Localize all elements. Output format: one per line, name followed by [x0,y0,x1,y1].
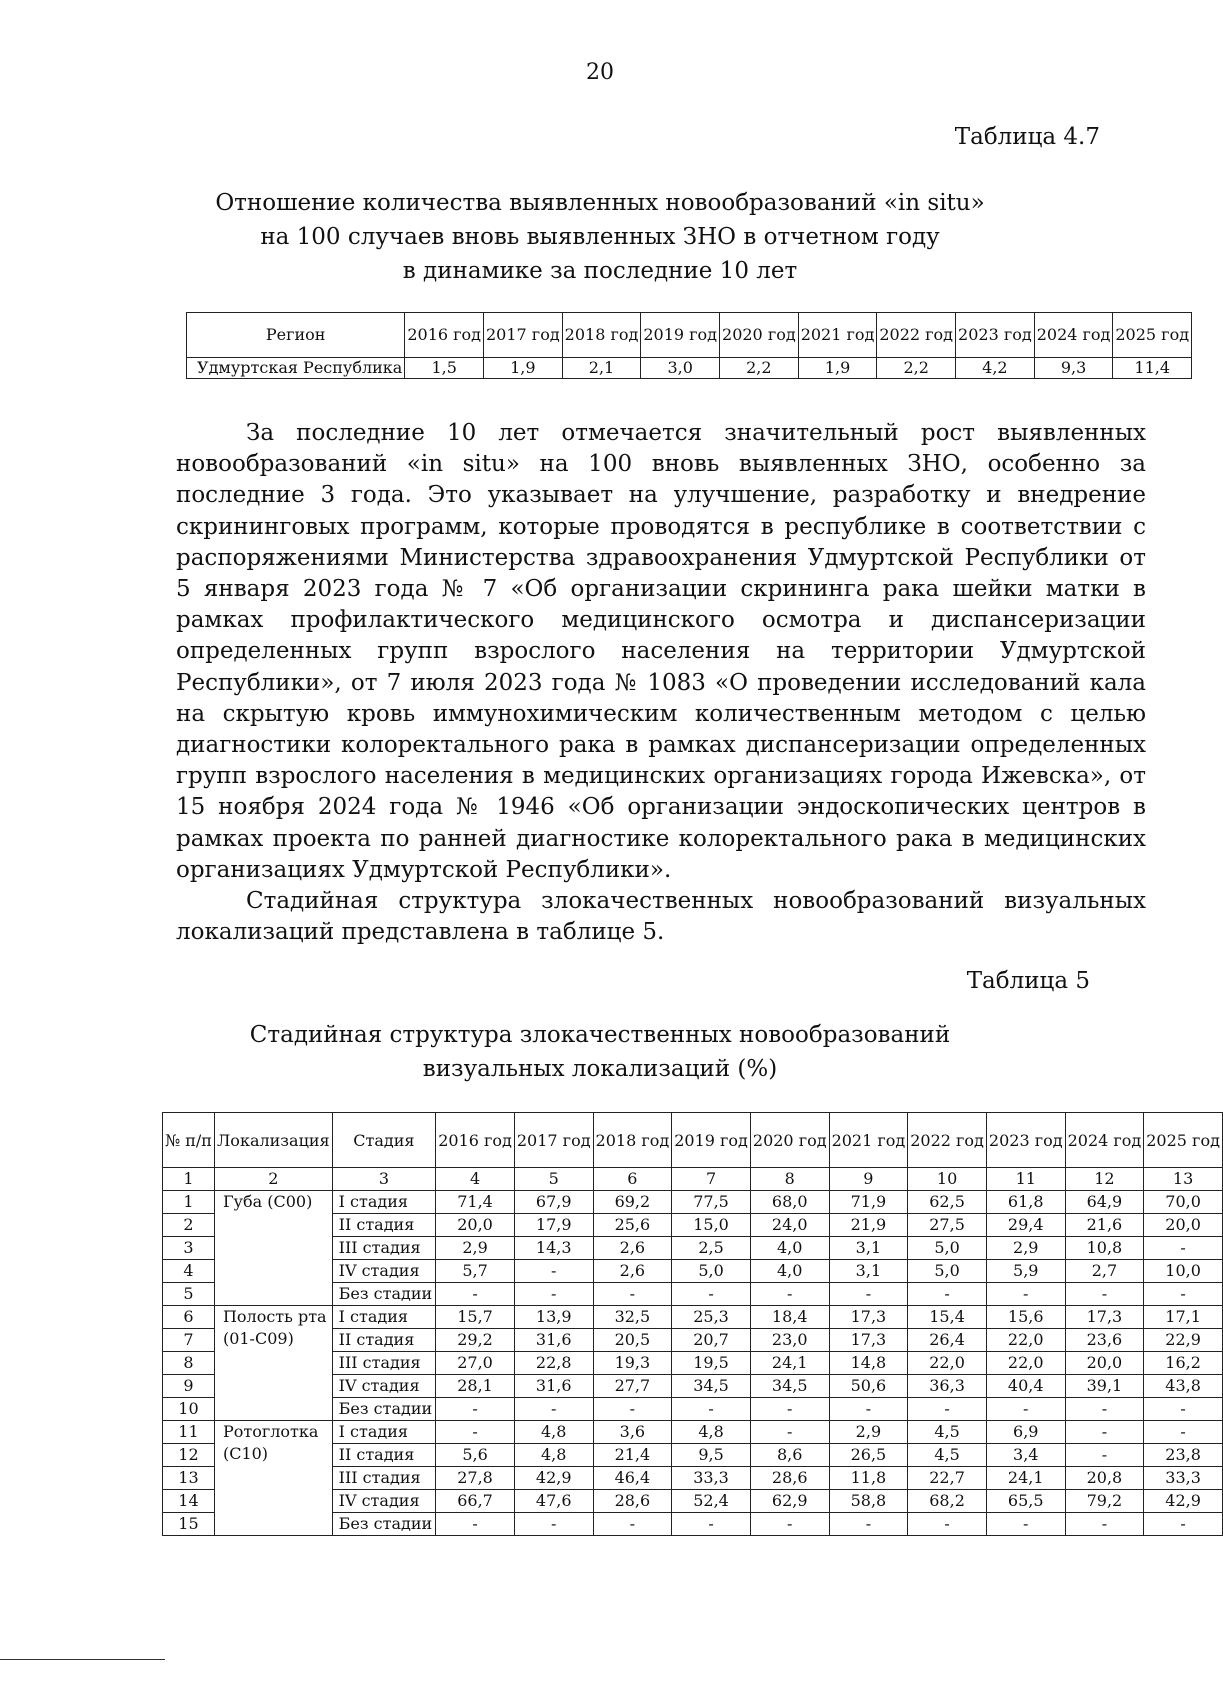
year-header: 2020 год [720,313,799,358]
paragraph: За последние 10 лет отмечается значительный рост выявленных новообразований «in situ» на 100 вновь выявленных ЗНО, особенно за последние 3 года. Это указывает на улучшение, разработку и внедрение скрининговых программ, которые проводятся в республике в соответствии с распоряжениями Министерства здравоохранения Удмуртской Республики от 5 января 2023 года № 7 «Об организации скрининга рака шейки матки в рамках профилактического медицинского осмотра и диспансеризации определенных групп взрослого населения на территории Удмуртской Республики», от 7 июля 2023 года № 1083 «О проведении исследований кала на скрытую кровь иммунохимическим количественным методом с целью диагностики колоректального рака в рамках диспансеризации определенных групп взрослого населения в медицинских организациях города Ижевска», от 15 ноября 2024 года № 1946 «Об организации эндоскопических центров в рамках проекта по ранней диагностике колоректального рака в медицинских организациях Удмуртской Республики». [176,420,1146,883]
value-cell: 10,8 [1065,1237,1144,1260]
title-line: Стадийная структура злокачественных новообразований [249,1022,951,1048]
value-cell: 68,0 [750,1191,829,1214]
value-cell: - [593,1513,672,1536]
region-header: Регион [187,313,405,358]
value-cell: - [1065,1421,1144,1444]
value-cell: - [514,1513,593,1536]
value-cell: 2,7 [1065,1260,1144,1283]
value-cell: 4,5 [908,1444,987,1467]
value-cell: 29,4 [986,1214,1065,1237]
row-number: 1 [163,1191,215,1214]
value-cell: 4,8 [514,1444,593,1467]
localization-cell: Полость рта (01-С09) [214,1306,332,1421]
value-cell: - [829,1513,908,1536]
value-cell: 3,4 [986,1444,1065,1467]
value-cell: - [436,1421,515,1444]
value-cell: 46,4 [593,1467,672,1490]
value-cell: 31,6 [514,1329,593,1352]
stage-cell: II стадия [332,1329,436,1352]
value-cell: 11,4 [1113,358,1192,379]
year-header: 2021 год [798,313,877,358]
value-cell: 16,2 [1144,1352,1223,1375]
value-cell: 26,4 [908,1329,987,1352]
value-cell: - [436,1513,515,1536]
value-cell: 40,4 [986,1375,1065,1398]
value-cell: 5,0 [908,1237,987,1260]
value-cell: 26,5 [829,1444,908,1467]
value-cell: - [593,1398,672,1421]
value-cell: 34,5 [672,1375,751,1398]
value-cell: 71,9 [829,1191,908,1214]
year-header: 2025 год [1144,1113,1223,1168]
title-line: Отношение количества выявленных новообразований «in situ» [215,190,985,216]
value-cell: - [593,1283,672,1306]
value-cell: 2,6 [593,1260,672,1283]
title-line: на 100 случаев вновь выявленных ЗНО в отчетном году [260,224,940,250]
value-cell: - [514,1260,593,1283]
value-cell: 62,5 [908,1191,987,1214]
value-cell: 71,4 [436,1191,515,1214]
value-cell: 3,1 [829,1260,908,1283]
value-cell: - [1065,1283,1144,1306]
value-cell: 42,9 [1144,1490,1223,1513]
table-row [163,1191,1223,1214]
value-cell: 19,3 [593,1352,672,1375]
row-number: 11 [163,1421,215,1444]
value-cell: 22,9 [1144,1329,1223,1352]
value-cell: 25,6 [593,1214,672,1237]
value-cell: 15,6 [986,1306,1065,1329]
value-cell: 62,9 [750,1490,829,1513]
value-cell: 61,8 [986,1191,1065,1214]
value-cell: - [672,1513,751,1536]
value-cell: 77,5 [672,1191,751,1214]
value-cell: 2,2 [720,358,799,379]
year-header: 2020 год [750,1113,829,1168]
stage-cell: I стадия [332,1421,436,1444]
value-cell: - [672,1398,751,1421]
row-number: 3 [163,1237,215,1260]
row-number: 12 [163,1444,215,1467]
value-cell: 5,0 [672,1260,751,1283]
value-cell: 8,6 [750,1444,829,1467]
stage-cell: I стадия [332,1306,436,1329]
row-number: 2 [163,1214,215,1237]
value-cell: 24,1 [986,1467,1065,1490]
value-cell: 23,6 [1065,1329,1144,1352]
value-cell: - [750,1421,829,1444]
stage-cell: Без стадии [332,1283,436,1306]
year-header: 2024 год [1065,1113,1144,1168]
year-header: 2024 год [1034,313,1113,358]
year-header: 2017 год [484,313,563,358]
column-number: 9 [829,1168,908,1191]
value-cell: 15,7 [436,1306,515,1329]
value-cell: 15,4 [908,1306,987,1329]
stage-cell: Без стадии [332,1398,436,1421]
value-cell: 22,7 [908,1467,987,1490]
year-header: 2016 год [405,313,484,358]
value-cell: 22,0 [908,1352,987,1375]
value-cell: 9,5 [672,1444,751,1467]
value-cell: 11,8 [829,1467,908,1490]
value-cell: 1,5 [405,358,484,379]
column-number-row [163,1168,1223,1191]
value-cell: 17,9 [514,1214,593,1237]
value-cell: 10,0 [1144,1260,1223,1283]
year-header: 2022 год [877,313,956,358]
value-cell: - [908,1398,987,1421]
value-cell: 31,6 [514,1375,593,1398]
value-cell: 5,6 [436,1444,515,1467]
value-cell: 23,8 [1144,1444,1223,1467]
column-number: 6 [593,1168,672,1191]
localization-cell: Ротоглотка (С10) [214,1421,332,1536]
body-text [176,418,1146,948]
value-cell: 2,5 [672,1237,751,1260]
value-cell: 20,0 [1144,1214,1223,1237]
value-cell: - [672,1283,751,1306]
year-header: 2017 год [514,1113,593,1168]
row-number: 4 [163,1260,215,1283]
year-header: 2018 год [593,1113,672,1168]
value-cell: 22,0 [986,1329,1065,1352]
column-number: 8 [750,1168,829,1191]
year-header: 2019 год [641,313,720,358]
value-cell: 19,5 [672,1352,751,1375]
value-cell: 1,9 [484,358,563,379]
value-cell: 2,1 [562,358,641,379]
stage-cell: IV стадия [332,1375,436,1398]
value-cell: 9,3 [1034,358,1113,379]
value-cell: - [1065,1444,1144,1467]
stage-cell: III стадия [332,1352,436,1375]
stage-cell: III стадия [332,1237,436,1260]
value-cell: 32,5 [593,1306,672,1329]
stage-cell: I стадия [332,1191,436,1214]
column-number: 13 [1144,1168,1223,1191]
value-cell: 65,5 [986,1490,1065,1513]
value-cell: 28,6 [593,1490,672,1513]
value-cell: 58,8 [829,1490,908,1513]
row-number: 15 [163,1513,215,1536]
column-number: 7 [672,1168,751,1191]
value-cell: 28,1 [436,1375,515,1398]
table-4-7-caption: Таблица 4.7 [954,124,1100,150]
value-cell: 27,0 [436,1352,515,1375]
value-cell: - [908,1513,987,1536]
value-cell: 25,3 [672,1306,751,1329]
value-cell: 67,9 [514,1191,593,1214]
table-5-caption: Таблица 5 [966,968,1090,994]
value-cell: 70,0 [1144,1191,1223,1214]
row-number: 8 [163,1352,215,1375]
row-number: 6 [163,1306,215,1329]
value-cell: - [750,1398,829,1421]
value-cell: 24,1 [750,1352,829,1375]
stage-cell: II стадия [332,1444,436,1467]
value-cell: 4,0 [750,1237,829,1260]
value-cell: 3,0 [641,358,720,379]
value-cell: 5,9 [986,1260,1065,1283]
value-cell: 4,0 [750,1260,829,1283]
value-cell: 20,0 [436,1214,515,1237]
value-cell: - [829,1398,908,1421]
value-cell: 24,0 [750,1214,829,1237]
value-cell: 20,8 [1065,1467,1144,1490]
value-cell: 27,7 [593,1375,672,1398]
value-cell: 69,2 [593,1191,672,1214]
row-number: 9 [163,1375,215,1398]
value-cell: - [514,1398,593,1421]
value-cell: 28,6 [750,1467,829,1490]
value-cell: 2,9 [986,1237,1065,1260]
value-cell: - [986,1283,1065,1306]
value-cell: - [1144,1421,1223,1444]
value-cell: - [514,1283,593,1306]
value-cell: 3,6 [593,1421,672,1444]
value-cell: 17,3 [829,1329,908,1352]
value-cell: - [829,1283,908,1306]
footnote-separator [0,1659,165,1660]
value-cell: 2,2 [877,358,956,379]
paragraph: Стадийная структура злокачественных новообразований визуальных локализаций представлена в таблице 5. [176,888,1146,946]
value-cell: - [1065,1398,1144,1421]
year-header: 2025 год [1113,313,1192,358]
value-cell: 6,9 [986,1421,1065,1444]
value-cell: 33,3 [1144,1467,1223,1490]
year-header: 2023 год [956,313,1035,358]
row-number: 14 [163,1490,215,1513]
localization-cell: Губа (С00) [214,1191,332,1306]
value-cell: - [986,1513,1065,1536]
year-header: 2021 год [829,1113,908,1168]
value-cell: 5,7 [436,1260,515,1283]
value-cell: 22,8 [514,1352,593,1375]
region-cell: Удмуртская Республика [187,358,405,379]
value-cell: - [1065,1513,1144,1536]
value-cell: - [1144,1513,1223,1536]
table-5-title [0,1018,1200,1086]
value-cell: 3,1 [829,1237,908,1260]
column-number: 11 [986,1168,1065,1191]
value-cell: 21,4 [593,1444,672,1467]
value-cell: - [750,1513,829,1536]
value-cell: 4,5 [908,1421,987,1444]
year-header: 2019 год [672,1113,751,1168]
column-number: 5 [514,1168,593,1191]
column-number: 1 [163,1168,215,1191]
value-cell: 79,2 [1065,1490,1144,1513]
value-cell: 52,4 [672,1490,751,1513]
value-cell: 22,0 [986,1352,1065,1375]
value-cell: 36,3 [908,1375,987,1398]
value-cell: 33,3 [672,1467,751,1490]
num-header: № п/п [163,1113,215,1168]
value-cell: 21,9 [829,1214,908,1237]
value-cell: 2,6 [593,1237,672,1260]
year-header: 2022 год [908,1113,987,1168]
value-cell: 2,9 [436,1237,515,1260]
column-number: 3 [332,1168,436,1191]
value-cell: 42,9 [514,1467,593,1490]
localization-header: Локализация [214,1113,332,1168]
value-cell: 20,7 [672,1329,751,1352]
stage-cell: IV стадия [332,1490,436,1513]
value-cell: 29,2 [436,1329,515,1352]
value-cell: 27,5 [908,1214,987,1237]
value-cell: 66,7 [436,1490,515,1513]
value-cell: 20,5 [593,1329,672,1352]
stage-cell: IV стадия [332,1260,436,1283]
value-cell: - [986,1398,1065,1421]
value-cell: 14,8 [829,1352,908,1375]
value-cell: 43,8 [1144,1375,1223,1398]
title-line: визуальных локализаций (%) [422,1056,778,1082]
value-cell: 47,6 [514,1490,593,1513]
year-header: 2018 год [562,313,641,358]
year-header: 2016 год [436,1113,515,1168]
value-cell: - [750,1283,829,1306]
value-cell: 18,4 [750,1306,829,1329]
row-number: 7 [163,1329,215,1352]
in-situ-ratio-table [186,312,1192,379]
value-cell: 5,0 [908,1260,987,1283]
value-cell: 2,9 [829,1421,908,1444]
row-number: 13 [163,1467,215,1490]
value-cell: 1,9 [798,358,877,379]
value-cell: 20,0 [1065,1352,1144,1375]
stage-cell: II стадия [332,1214,436,1237]
column-number: 10 [908,1168,987,1191]
value-cell: - [1144,1237,1223,1260]
page-number: 20 [586,60,614,85]
row-number: 10 [163,1398,215,1421]
value-cell: 4,8 [514,1421,593,1444]
value-cell: 4,2 [956,358,1035,379]
stage-cell: Без стадии [332,1513,436,1536]
value-cell: 14,3 [514,1237,593,1260]
value-cell: 17,3 [829,1306,908,1329]
value-cell: 64,9 [1065,1191,1144,1214]
value-cell: 68,2 [908,1490,987,1513]
value-cell: - [908,1283,987,1306]
table-4-7-title [0,186,1200,288]
value-cell: - [436,1283,515,1306]
stage-structure-table [162,1112,1223,1536]
value-cell: 17,1 [1144,1306,1223,1329]
column-number: 4 [436,1168,515,1191]
value-cell: - [1144,1398,1223,1421]
column-number: 12 [1065,1168,1144,1191]
value-cell: - [436,1398,515,1421]
title-line: в динамике за последние 10 лет [402,258,798,284]
value-cell: 15,0 [672,1214,751,1237]
column-number: 2 [214,1168,332,1191]
year-header: 2023 год [986,1113,1065,1168]
value-cell: 13,9 [514,1306,593,1329]
table-row [163,1306,1223,1329]
stage-header: Стадия [332,1113,436,1168]
value-cell: 39,1 [1065,1375,1144,1398]
value-cell: 27,8 [436,1467,515,1490]
value-cell: 17,3 [1065,1306,1144,1329]
value-cell: 21,6 [1065,1214,1144,1237]
value-cell: 23,0 [750,1329,829,1352]
value-cell: 4,8 [672,1421,751,1444]
table-row [163,1421,1223,1444]
value-cell: 50,6 [829,1375,908,1398]
value-cell: - [1144,1283,1223,1306]
row-number: 5 [163,1283,215,1306]
stage-cell: III стадия [332,1467,436,1490]
value-cell: 34,5 [750,1375,829,1398]
